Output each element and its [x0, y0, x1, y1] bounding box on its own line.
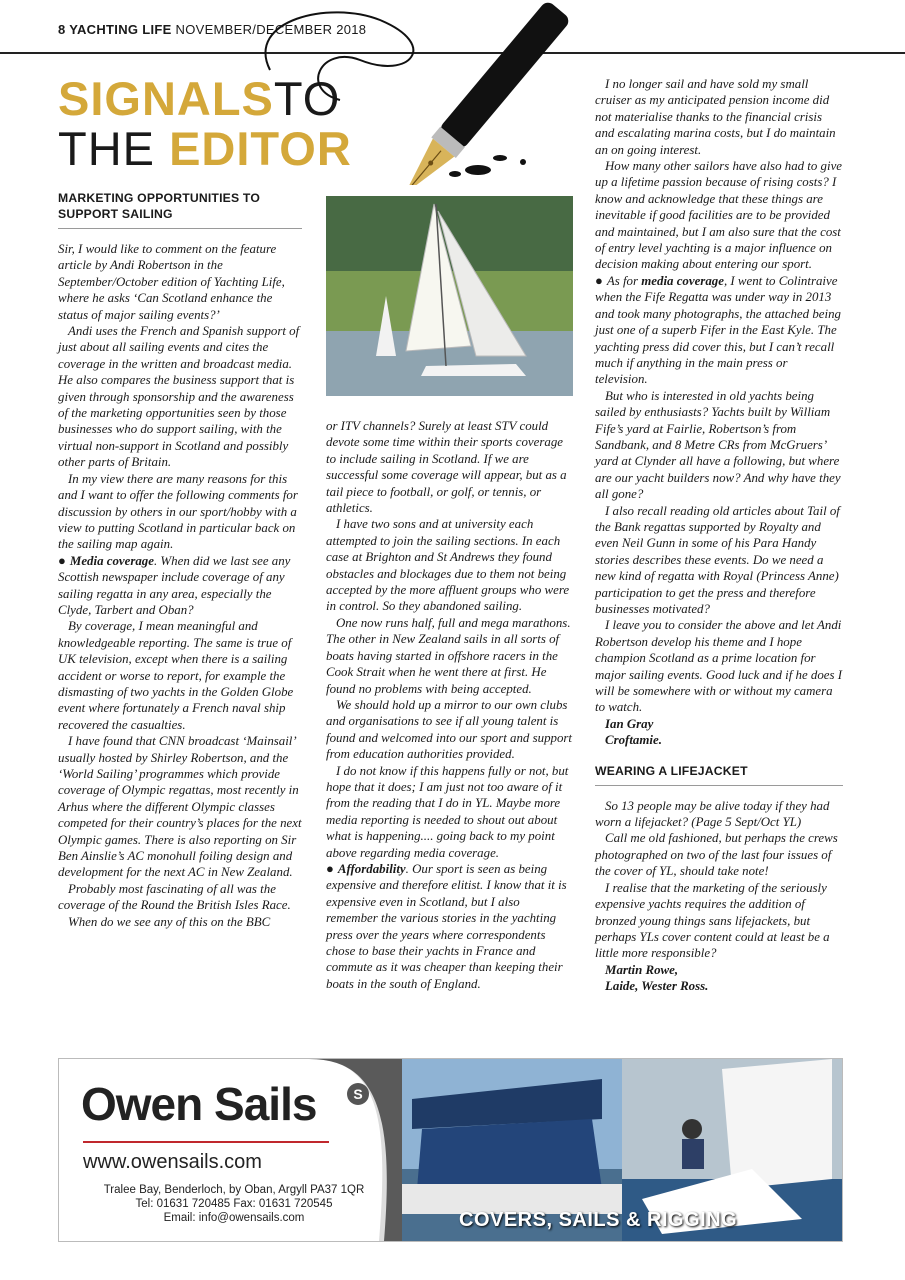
column-1: [58, 190, 302, 930]
advert-contact: [79, 1183, 389, 1225]
bullet-icon: ●: [326, 860, 334, 876]
column-2: [326, 418, 574, 992]
advert-brand: Owen Sails: [81, 1078, 317, 1130]
bullet-text: . When did we last see any Scottish newspaper include coverage of any sailing regatta in any area, especially the Clyde, Tarbert and Oban?: [58, 553, 291, 617]
bullet-label: media coverage: [641, 273, 724, 288]
paragraph: I no longer sail and have sold my small cruiser as my anticipated pension income did not materialise thanks to the financial crisis and escalating marina costs, but I do maintain an on going interest.: [595, 77, 836, 157]
letter1-heading: MARKETING OPPORTUNITIES TO SUPPORT SAILING: [58, 190, 302, 229]
bullet-paragraph: [58, 553, 302, 619]
letter2-signature: Martin Rowe,: [605, 962, 679, 977]
paragraph: I do not know if this happens fully or not, but hope that it does; I am just not too aware of it from the reading that I do in YL. Maybe more media reporting is needed to shout out about what is happening.... going back to my point above regarding media coverage.: [326, 763, 569, 860]
letter1-signature: Ian Gray: [605, 716, 654, 731]
paragraph: Call me old fashioned, but perhaps the crews photographed on two of the last four issues of the cover of YL, should take note!: [595, 831, 838, 879]
paragraph: One now runs half, full and mega marathons. The other in New Zealand sails in all sorts of boats having started in offshore racers in the Cook Strait when he went there at first. He found no problems with being accepted.: [326, 615, 571, 696]
letter1-location: Croftamie.: [605, 733, 662, 748]
advert-phone: Tel: 01631 720485 Fax: 01631 720545: [135, 1198, 333, 1210]
paragraph: How many other sailors have also had to give up a lifetime passion because of rising costs? I know and acknowledge that these things are inevitable if good facilities are to be provided and maintained, but I am also sure that the cost of entry level yachting is a major influence on decision making about entering our sport.: [595, 159, 843, 272]
magazine-name: 8 YACHTING LIFE: [58, 22, 172, 37]
owen-sails-advert: [58, 1058, 843, 1242]
paragraph: In my view there are many reasons for this and I want to offer the following comments for discussion by others in our sport/hobby with a view to putting Scotland in particular back on the sailing map again.: [58, 471, 298, 552]
paragraph: I have found that CNN broadcast ‘Mainsail’ usually hosted by Shirley Robertson, and the ‘World Sailing’ programmes which provide coverage of Olympic regattas, most recently in Arhus where the different Olympic classes competed for their country’s places for the next Olympic games. There is also reporting on Sir Ben Ainslie’s AC monohull foiling design and development for the next AC in New Zealand.: [58, 734, 302, 880]
bullet-text: . Our sport is seen as being expensive and therefore elitist. I know that it is expensive even in Scotland, but I also remember the various stories in the yachting press over the years where correspondents chose to base their yachts in France and commute as it was cheaper than keeping their boats in the south of England.: [326, 861, 567, 991]
paragraph: I leave you to consider the above and let Andi Robertson develop his theme and I hope champion Scotland as a prime location for major sailing events. Good luck and if he does I will be somewhere with or without my camera to watch.: [595, 618, 843, 715]
advert-email: Email: info@owensails.com: [163, 1212, 305, 1224]
paragraph: We should hold up a mirror to our own clubs and organisations to see if all young talent is found and welcomed into our sport and support from education authorities provided.: [326, 697, 572, 762]
advert-website[interactable]: www.owensails.com: [83, 1151, 262, 1173]
fountain-pen-illustration: [240, 0, 575, 185]
paragraph: So 13 people may be alive today if they had worn a lifejacket? (Page 5 Sept/Oct YL): [595, 798, 830, 830]
paragraph: But who is interested in old yachts being sailed by enthusiasts? Yachts built by William Fife’s yard at Fairlie, Robertson’s from Sandbank, and 8 Metre CRs from McGruers’ yard at Clynder all have a following, but where are our yacht builders now? And why have they all gone?: [595, 388, 841, 502]
paragraph: Andi uses the French and Spanish support of just about all sailing events and cites the coverage in the written and broadcast media. He also compares the business support that is given through sponsorship and the awareness of the marketing opportunities seen by those businesses who do support sailing, with the virtual non-support in Scotland and possibly other parts of Britain.: [58, 324, 300, 470]
title-signals: SIGNALS: [58, 72, 274, 125]
bullet-icon: ●: [58, 552, 66, 568]
sailing-yacht-photo: [326, 196, 573, 396]
title-the: THE: [58, 122, 155, 175]
letter2-heading: WEARING A LIFEJACKET: [595, 763, 843, 786]
bullet-text: , I went to Colintraive when the Fife Regatta was under way in 2013 and took many photographs, the attached being just one of a superb Fifer in the East Kyle. The yachting press did cover this, but I can’t recall much if anything in the main press or television.: [595, 273, 841, 387]
title-editor: EDITOR: [169, 122, 352, 175]
paragraph: I have two sons and at university each attempted to join the sailing sections. In each case at Brighton and St Andrews they found obstacles and blockages due to them not being accepted by the more affluent groups who were in control. So they abandoned sailing.: [326, 517, 570, 614]
paragraph: Sir, I would like to comment on the feature article by Andi Robertson in the September/October edition of Yachting Life, where he asks ‘Can Scotland enhance the status of major sailing events?’: [58, 242, 285, 322]
bullet-icon: ●: [595, 272, 603, 288]
advert-tagline: COVERS, SAILS & RIGGING: [459, 1209, 738, 1231]
paragraph: or ITV channels? Surely at least STV could devote some time within their sports coverage to include sailing in Scotland. If we are successful some coverage will appear, but as a tail piece to football, or golf, or tennis, or athletics.: [326, 419, 567, 516]
advert-red-line: [83, 1141, 329, 1143]
paragraph: I realise that the marketing of the seriously expensive yachts requires the addition of bronzed young things sans lifejackets, but perhaps YLs cover content could at least be a little more responsible?: [595, 880, 830, 961]
letter2-location: Laide, Wester Ross.: [605, 979, 709, 994]
bullet-label: Media coverage: [69, 553, 154, 568]
column-3: [595, 76, 843, 995]
bullet-paragraph: [326, 861, 574, 992]
paragraph: Probably most fascinating of all was the coverage of the Round the British Isles Race.: [58, 881, 291, 913]
bullet-pre: As for: [606, 273, 642, 288]
bullet-paragraph: [595, 273, 843, 388]
paragraph: I also recall reading old articles about Tail of the Bank regattas supported by Royalty and even Neil Gunn in some of his Para Handy stories describes these events. Do we need a new kind of regatta with Royal (Princess Anne) participation to get the press and therefore businesses motivated?: [595, 503, 840, 616]
issue-date: NOVEMBER/DECEMBER 2018: [175, 22, 367, 37]
paragraph: By coverage, I mean meaningful and knowledgeable reporting. The same is true of UK television, except when there is a sailing accident or worse to report, for example the dismasting of two yachts in the Golden Globe event where fortunately a French naval ship recovered the casualties.: [58, 619, 294, 732]
advert-address: Tralee Bay, Benderloch, by Oban, Argyll PA37 1QR: [103, 1184, 365, 1196]
title-to: TO: [273, 72, 341, 125]
sails-logo-icon: S: [347, 1083, 369, 1105]
paragraph: When do we see any of this on the BBC: [68, 914, 271, 929]
bullet-label: Affordability: [337, 861, 406, 876]
